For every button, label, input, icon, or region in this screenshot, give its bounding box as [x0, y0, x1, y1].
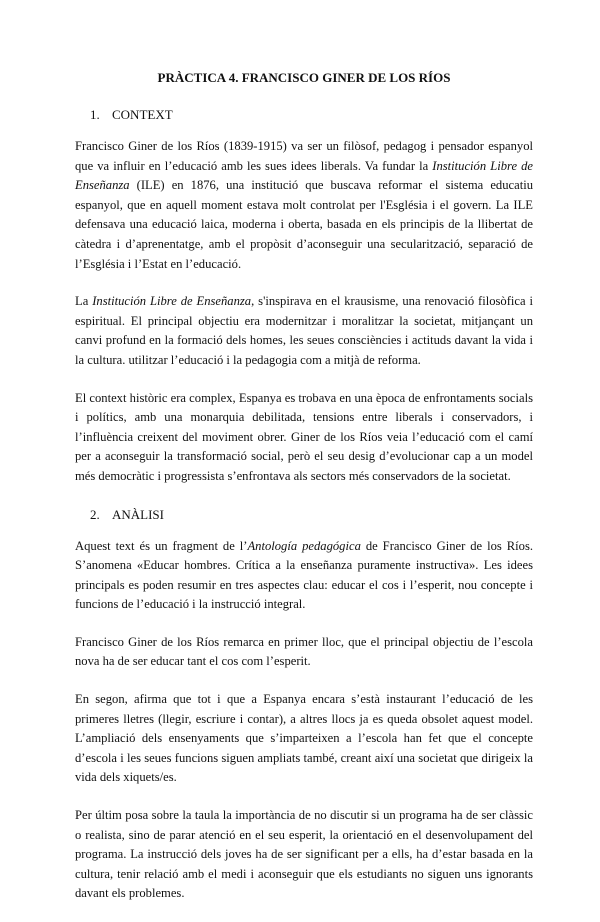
paragraph [75, 690, 533, 788]
text: Francisco Giner de los Ríos (1839-1915) va ser un filòsof, pedagog i pensador espanyol que va influir en l’educació amb les sues idees liberals. Va fundar la [75, 139, 533, 173]
section-heading-context [90, 105, 533, 125]
text: En segon, afirma que tot i que a Espanya encara s’està instaurant l’educació de les primeres lletres (llegir, escriure i contar), a altres llocs ja es queda obsolet aquest model. L’ampliació dels ensenyaments que s’imparteixen a l’escola han fet que el concepte d’escola i les seues funcions siguen ampliats també, creant així una societat que dirigeix la vida dels xiquets/es. [75, 692, 533, 785]
section-number: 2. [90, 506, 100, 522]
section-title: CONTEXT [112, 107, 173, 122]
text: de Francisco Giner de los Ríos. S’anomena «Educar hombres. Crítica a la enseñanza puramente instructiva». Les idees principals es poden resumir en tres aspectes clau: educar el cos i l’esperit, nou concepte i funcions de l’educació i la instrucció integral. [75, 538, 533, 612]
paragraph [75, 292, 533, 370]
paragraph [75, 537, 533, 615]
text: (ILE) en 1876, una institució que buscava reformar el sistema educatiu espanyol, que en aquell moment estava molt controlat per l'Església i el govern. La ILE defensava una educació laica, moderna i oberta, basada en els principis de la llibertat de càtedra i d’aprenentatge, amb el propòsit d’aconseguir una secularització, separació de l’Església i l’Estat en l’educació. [75, 178, 533, 271]
text: , s'inspirava en el krausisme, una renovació filosòfica i espiritual. El principal objectiu era modernitzar i moralitzar la societat, mitjançant un canvi profund en la formació dels homes, les seues consciències i actituds davant la vida i la cultura. utilitzar l’educació i la pedagogia com a mitjà de reforma. [75, 294, 534, 367]
section-title: ANÀLISI [112, 506, 164, 522]
italic-text: Institución Libre de Enseñanza [92, 294, 252, 309]
text: El context històric era complex, Espanya es trobava en una època de enfrontaments socials i polítics, amb una monarquia debilitada, tensions entre liberals i conservadors, i l’influència creixent del moviment obrer. Giner de los Ríos veia l’educació com el camí per a aconseguir la transformació social, però el seu desig d’evolucionar cap a un model més democràtic i progressista s’enfrontava als sectors més conservadors de la societat. [75, 390, 533, 483]
section-number: 1. [90, 107, 100, 122]
paragraph [75, 633, 533, 672]
text: La [75, 294, 93, 309]
paragraph [75, 137, 533, 274]
italic-text: Antología pedagógica [247, 538, 361, 553]
document-page [75, 68, 533, 922]
section-heading-analisi [90, 505, 533, 525]
text: Francisco Giner de los Ríos remarca en primer lloc, que el principal objectiu de l’escola nova ha de ser educar tant el cos com l’esperit. [75, 634, 533, 669]
document-title: PRÀCTICA 4. FRANCISCO GINER DE LOS RÍOS [157, 70, 451, 85]
text: Aquest text és un fragment de l’ [75, 538, 248, 553]
text: Per últim posa sobre la taula la importància de no discutir si un programa ha de ser clàssic o realista, sino de parar atenció en el seu esperit, la orientació en el desenvolupament del programa. La instrucció dels joves ha de ser significant per a ells, ha d’estar basada en la cultura, tenir relació amb el medi i aconseguir que els estudiants no siguen uns ignorants davant els problemes. [75, 808, 533, 901]
italic-text: Institución Libre de Enseñanza [75, 158, 534, 193]
paragraph [75, 389, 533, 487]
paragraph [75, 806, 533, 904]
